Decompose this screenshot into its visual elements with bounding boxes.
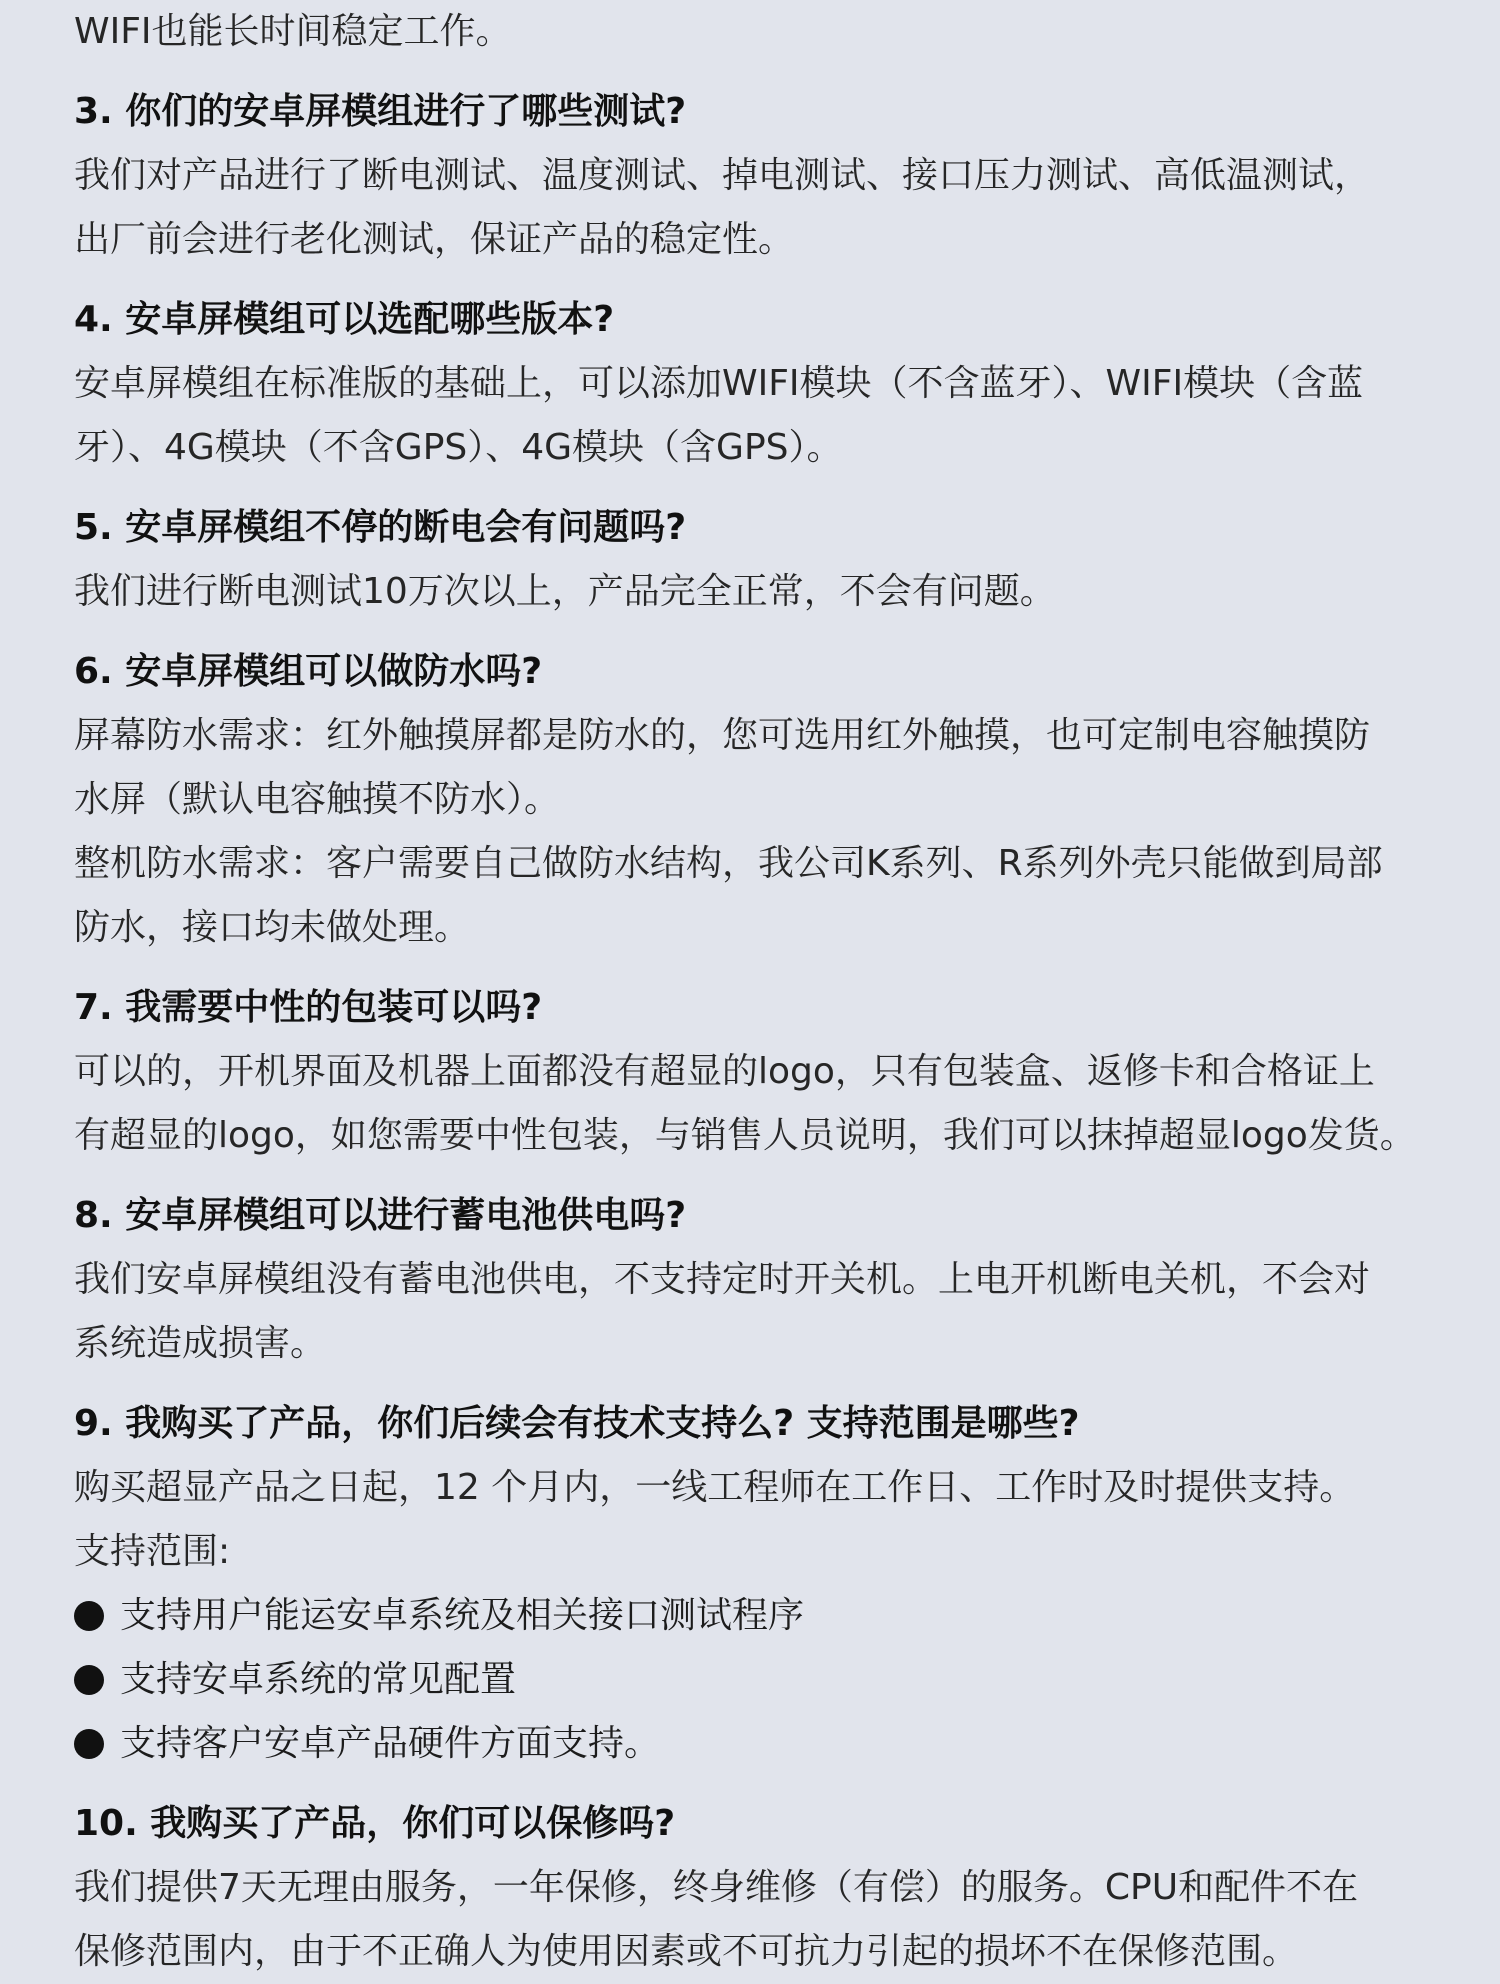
faq-answer-line — [74, 560, 1474, 624]
line-text: 8. 安卓屏模组可以进行蓄电池供电吗? — [74, 1195, 687, 1236]
section-gap — [74, 1376, 1474, 1392]
faq-answer-line — [74, 896, 1474, 960]
faq-answer-line — [74, 704, 1474, 768]
section-gap — [74, 624, 1474, 640]
faq-answer-line — [74, 1040, 1474, 1104]
line-text: 我们对产品进行了断电测试、温度测试、掉电测试、接口压力测试、高低温测试， — [74, 155, 1371, 196]
faq-answer-line — [74, 1920, 1474, 1984]
faq-answer-line — [74, 1856, 1474, 1920]
faq-answer-line — [74, 1456, 1474, 1520]
line-text: 我们提供7天无理由服务，一年保修，终身维修（有偿）的服务。CPU和配件不在 — [74, 1867, 1359, 1908]
line-text: 防水，接口均未做处理。 — [74, 907, 471, 948]
line-text: 支持范围: — [74, 1531, 231, 1572]
faq-answer-line — [74, 208, 1474, 272]
faq-question-heading — [74, 80, 1474, 144]
line-text: 支持安卓系统的常见配置 — [120, 1659, 517, 1700]
faq-question-heading — [74, 976, 1474, 1040]
line-text: 有超显的logo，如您需要中性包装，与销售人员说明，我们可以抹掉超显logo发货。 — [74, 1115, 1416, 1156]
line-text: 5. 安卓屏模组不停的断电会有问题吗? — [74, 507, 687, 548]
section-gap — [74, 960, 1474, 976]
bullet-dot-icon — [74, 1665, 104, 1695]
line-text: 可以的，开机界面及机器上面都没有超显的logo，只有包装盒、返修卡和合格证上 — [74, 1051, 1375, 1092]
line-text: 屏幕防水需求：红外触摸屏都是防水的，您可选用红外触摸，也可定制电容触摸防 — [74, 715, 1371, 756]
line-text: 保修范围内，由于不正确人为使用因素或不可抗力引起的损坏不在保修范围。 — [74, 1931, 1299, 1972]
support-scope-bullet — [74, 1712, 1474, 1776]
faq-answer-line — [74, 1104, 1474, 1168]
line-text: 我们安卓屏模组没有蓄电池供电，不支持定时开关机。上电开机断电关机，不会对 — [74, 1259, 1371, 1300]
line-text: 我们进行断电测试10万次以上，产品完全正常，不会有问题。 — [74, 571, 1056, 612]
line-text: 7. 我需要中性的包装可以吗? — [74, 987, 543, 1028]
line-text: 6. 安卓屏模组可以做防水吗? — [74, 651, 543, 692]
section-gap — [74, 1168, 1474, 1184]
line-text: 系统造成损害。 — [74, 1323, 327, 1364]
support-scope-bullet — [74, 1584, 1474, 1648]
line-text: 整机防水需求：客户需要自己做防水结构，我公司K系列、R系列外壳只能做到局部 — [74, 843, 1383, 884]
bullet-dot-icon — [74, 1601, 104, 1631]
line-text: 出厂前会进行老化测试，保证产品的稳定性。 — [74, 219, 795, 260]
section-gap — [74, 272, 1474, 288]
faq-answer-line — [74, 144, 1474, 208]
faq-question-heading — [74, 1392, 1474, 1456]
line-text: 安卓屏模组在标准版的基础上，可以添加WIFI模块（不含蓝牙）、WIFI模块（含蓝 — [74, 363, 1364, 404]
section-gap — [74, 1776, 1474, 1792]
line-text: 支持用户能运安卓系统及相关接口测试程序 — [120, 1595, 805, 1636]
faq-question-heading — [74, 1792, 1474, 1856]
line-text: WIFI也能长时间稳定工作。 — [74, 11, 512, 52]
line-text: 水屏（默认电容触摸不防水）。 — [74, 779, 561, 820]
faq-question-heading — [74, 496, 1474, 560]
section-gap — [74, 480, 1474, 496]
faq-question-heading — [74, 640, 1474, 704]
faq-answer-line — [74, 832, 1474, 896]
line-text: 3. 你们的安卓屏模组进行了哪些测试? — [74, 91, 687, 132]
bullet-dot-icon — [74, 1729, 104, 1759]
line-text: 牙）、4G模块（不含GPS）、4G模块（含GPS）。 — [74, 427, 843, 468]
faq-answer-line — [74, 0, 1474, 64]
faq-question-heading — [74, 1184, 1474, 1248]
faq-answer-line — [74, 352, 1474, 416]
faq-document — [74, 0, 1474, 1984]
faq-question-heading — [74, 288, 1474, 352]
line-text: 10. 我购买了产品，你们可以保修吗? — [74, 1803, 676, 1844]
faq-answer-line — [74, 1312, 1474, 1376]
line-text: 支持客户安卓产品硬件方面支持。 — [120, 1723, 661, 1764]
line-text: 购买超显产品之日起，12 个月内，一线工程师在工作日、工作时及时提供支持。 — [74, 1467, 1356, 1508]
faq-answer-line — [74, 1248, 1474, 1312]
line-text: 4. 安卓屏模组可以选配哪些版本? — [74, 299, 615, 340]
line-text: 9. 我购买了产品，你们后续会有技术支持么? 支持范围是哪些? — [74, 1403, 1080, 1444]
faq-answer-line — [74, 768, 1474, 832]
support-scope-bullet — [74, 1648, 1474, 1712]
faq-answer-line — [74, 416, 1474, 480]
section-gap — [74, 64, 1474, 80]
faq-answer-line — [74, 1520, 1474, 1584]
